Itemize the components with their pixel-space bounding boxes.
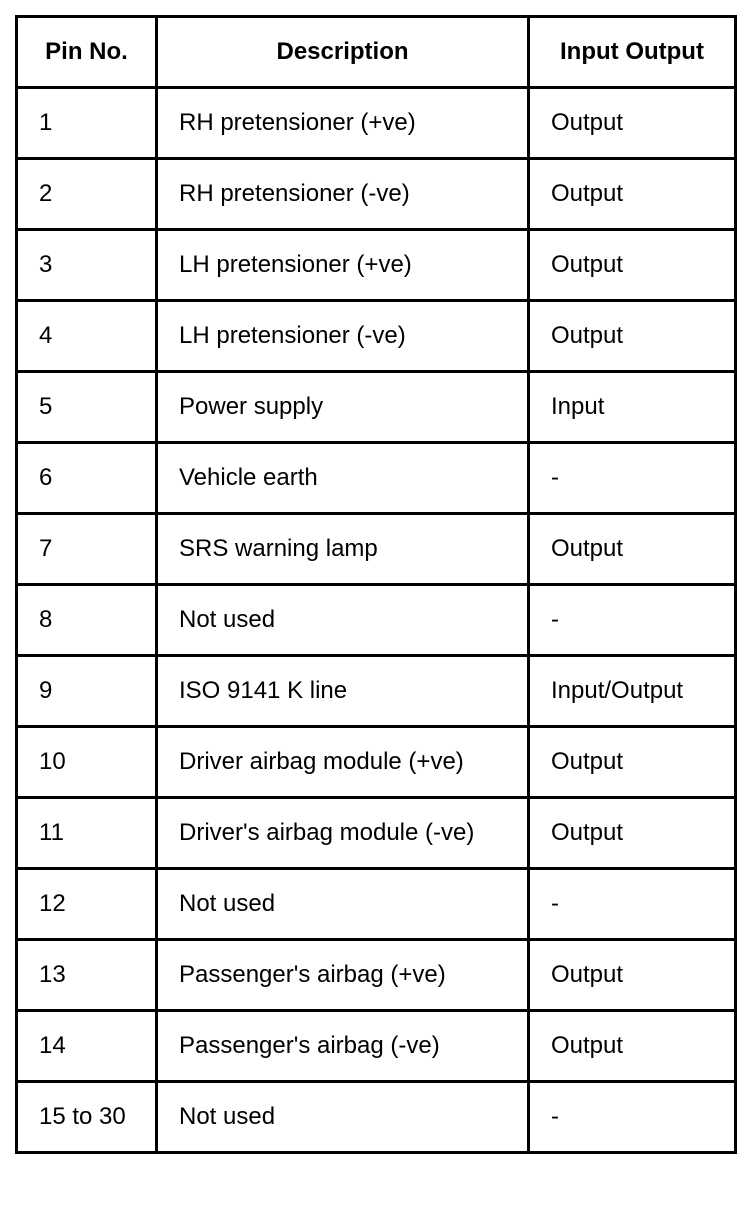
description-cell: Power supply [157, 372, 529, 443]
io-cell: Input/Output [529, 656, 736, 727]
table-header [17, 17, 736, 88]
pin-number-cell: 15 to 30 [17, 1082, 157, 1153]
description-cell: Driver airbag module (+ve) [157, 727, 529, 798]
io-cell: Input [529, 372, 736, 443]
table-row [17, 301, 736, 372]
table-row [17, 656, 736, 727]
pin-number-cell: 2 [17, 159, 157, 230]
io-cell: - [529, 869, 736, 940]
pin-number-cell: 10 [17, 727, 157, 798]
description-cell: RH pretensioner (+ve) [157, 88, 529, 159]
io-cell: Output [529, 514, 736, 585]
description-cell: Driver's airbag module (-ve) [157, 798, 529, 869]
table-body [17, 88, 736, 1153]
header-description: Description [157, 17, 529, 88]
table-row [17, 940, 736, 1011]
table-row [17, 230, 736, 301]
description-cell: RH pretensioner (-ve) [157, 159, 529, 230]
table-row [17, 585, 736, 656]
description-cell: ISO 9141 K line [157, 656, 529, 727]
pin-number-cell: 4 [17, 301, 157, 372]
io-cell: - [529, 443, 736, 514]
description-cell: Passenger's airbag (+ve) [157, 940, 529, 1011]
table-row [17, 159, 736, 230]
table-row [17, 443, 736, 514]
io-cell: Output [529, 798, 736, 869]
io-cell: Output [529, 940, 736, 1011]
io-cell: - [529, 1082, 736, 1153]
description-cell: Passenger's airbag (-ve) [157, 1011, 529, 1082]
table-row [17, 798, 736, 869]
header-row [17, 17, 736, 88]
header-pin-no: Pin No. [17, 17, 157, 88]
pin-number-cell: 9 [17, 656, 157, 727]
table-row [17, 88, 736, 159]
pin-number-cell: 13 [17, 940, 157, 1011]
description-cell: LH pretensioner (+ve) [157, 230, 529, 301]
pin-number-cell: 5 [17, 372, 157, 443]
pin-number-cell: 12 [17, 869, 157, 940]
io-cell: Output [529, 230, 736, 301]
io-cell: Output [529, 301, 736, 372]
table-row [17, 869, 736, 940]
io-cell: Output [529, 1011, 736, 1082]
pin-number-cell: 8 [17, 585, 157, 656]
description-cell: Not used [157, 1082, 529, 1153]
description-cell: LH pretensioner (-ve) [157, 301, 529, 372]
table-row [17, 514, 736, 585]
io-cell: Output [529, 88, 736, 159]
pin-number-cell: 6 [17, 443, 157, 514]
description-cell: Vehicle earth [157, 443, 529, 514]
pin-number-cell: 3 [17, 230, 157, 301]
pin-number-cell: 7 [17, 514, 157, 585]
pin-number-cell: 1 [17, 88, 157, 159]
pin-table [15, 15, 737, 1154]
pin-number-cell: 11 [17, 798, 157, 869]
io-cell: - [529, 585, 736, 656]
io-cell: Output [529, 727, 736, 798]
description-cell: SRS warning lamp [157, 514, 529, 585]
pin-number-cell: 14 [17, 1011, 157, 1082]
table-row [17, 372, 736, 443]
table-row [17, 1082, 736, 1153]
description-cell: Not used [157, 585, 529, 656]
description-cell: Not used [157, 869, 529, 940]
header-input-output: Input Output [529, 17, 736, 88]
io-cell: Output [529, 159, 736, 230]
table-row [17, 727, 736, 798]
table-row [17, 1011, 736, 1082]
